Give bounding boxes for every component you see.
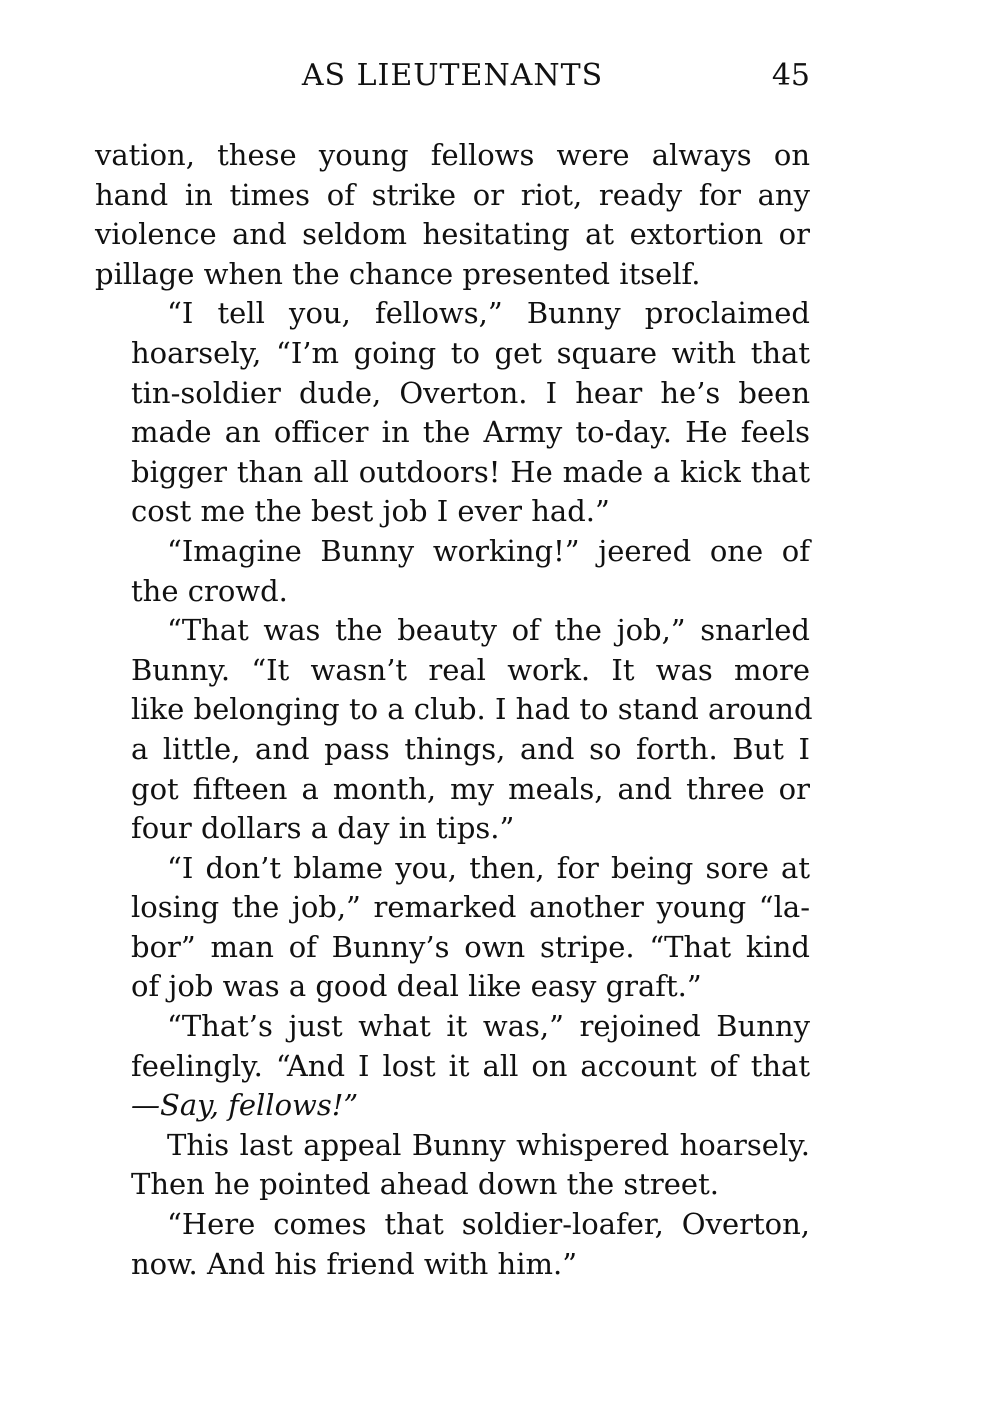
text-line: now. And his friend with him.” (131, 1246, 578, 1281)
text-line: a little, and pass things, and so forth. But I (131, 731, 810, 766)
text-line: four dollars a day in tips.” (131, 811, 515, 846)
text-line: of job was a good deal like easy graft.” (131, 969, 702, 1004)
text-line: bor” man of Bunny’s own stripe. “That kind (131, 929, 810, 964)
text-line: Bunny. “It wasn’t real work. It was more (131, 652, 810, 687)
paragraph-5 (95, 849, 810, 1007)
paragraph-7 (95, 1126, 810, 1205)
running-title: AS LIEUTENANTS (301, 58, 604, 93)
text-line: losing the job,” remarked another young “la- (131, 890, 810, 925)
paragraph-8 (95, 1205, 810, 1284)
italic-exclamation: —Say, fellows!” (131, 1088, 359, 1123)
text-line: Then he pointed ahead down the street. (131, 1167, 719, 1202)
text-line: violence and seldom hesitating at extortion or (95, 217, 810, 252)
text-line: “That’s just what it was,” rejoined Bunny (167, 1009, 810, 1044)
paragraph-2 (95, 294, 810, 532)
text-line: made an officer in the Army to-day. He feels (131, 415, 810, 450)
text-line: bigger than all outdoors! He made a kick that (131, 454, 810, 489)
paragraph-6 (95, 1007, 810, 1126)
text-line: hand in times of strike or riot, ready for any (95, 177, 810, 212)
body-text (95, 136, 813, 1284)
text-line: cost me the best job I ever had.” (131, 494, 610, 529)
text-line: “I tell you, fellows,” Bunny proclaimed (167, 296, 810, 331)
text-line: vation, these young fellows were always on (95, 138, 810, 172)
paragraph-1 (95, 136, 810, 294)
text-line: This last appeal Bunny whispered hoarsely. (167, 1127, 810, 1162)
text-line: the crowd. (131, 573, 288, 608)
paragraph-3 (95, 532, 810, 611)
text-line: got fifteen a month, my meals, and three or (131, 771, 810, 806)
text-line: “I don’t blame you, then, for being sore at (167, 850, 810, 885)
running-head (95, 58, 810, 98)
page-number: 45 (771, 58, 810, 93)
paragraph-4 (95, 611, 813, 849)
text-line: hoarsely, “I’m going to get square with that (131, 335, 810, 370)
text-line: “Imagine Bunny working!” jeered one of (167, 533, 810, 568)
text-line: feelingly. “And I lost it all on account of that (131, 1048, 810, 1083)
text-line: tin-soldier dude, Overton. I hear he’s been (131, 375, 810, 410)
text-line: pillage when the chance presented itself. (95, 256, 701, 291)
text-line: “Here comes that soldier-loafer, Overton, (167, 1207, 810, 1242)
text-line (95, 1086, 810, 1126)
text-line: “That was the beauty of the job,” snarled (167, 613, 810, 648)
text-line: like belonging to a club. I had to stand around (131, 692, 813, 727)
